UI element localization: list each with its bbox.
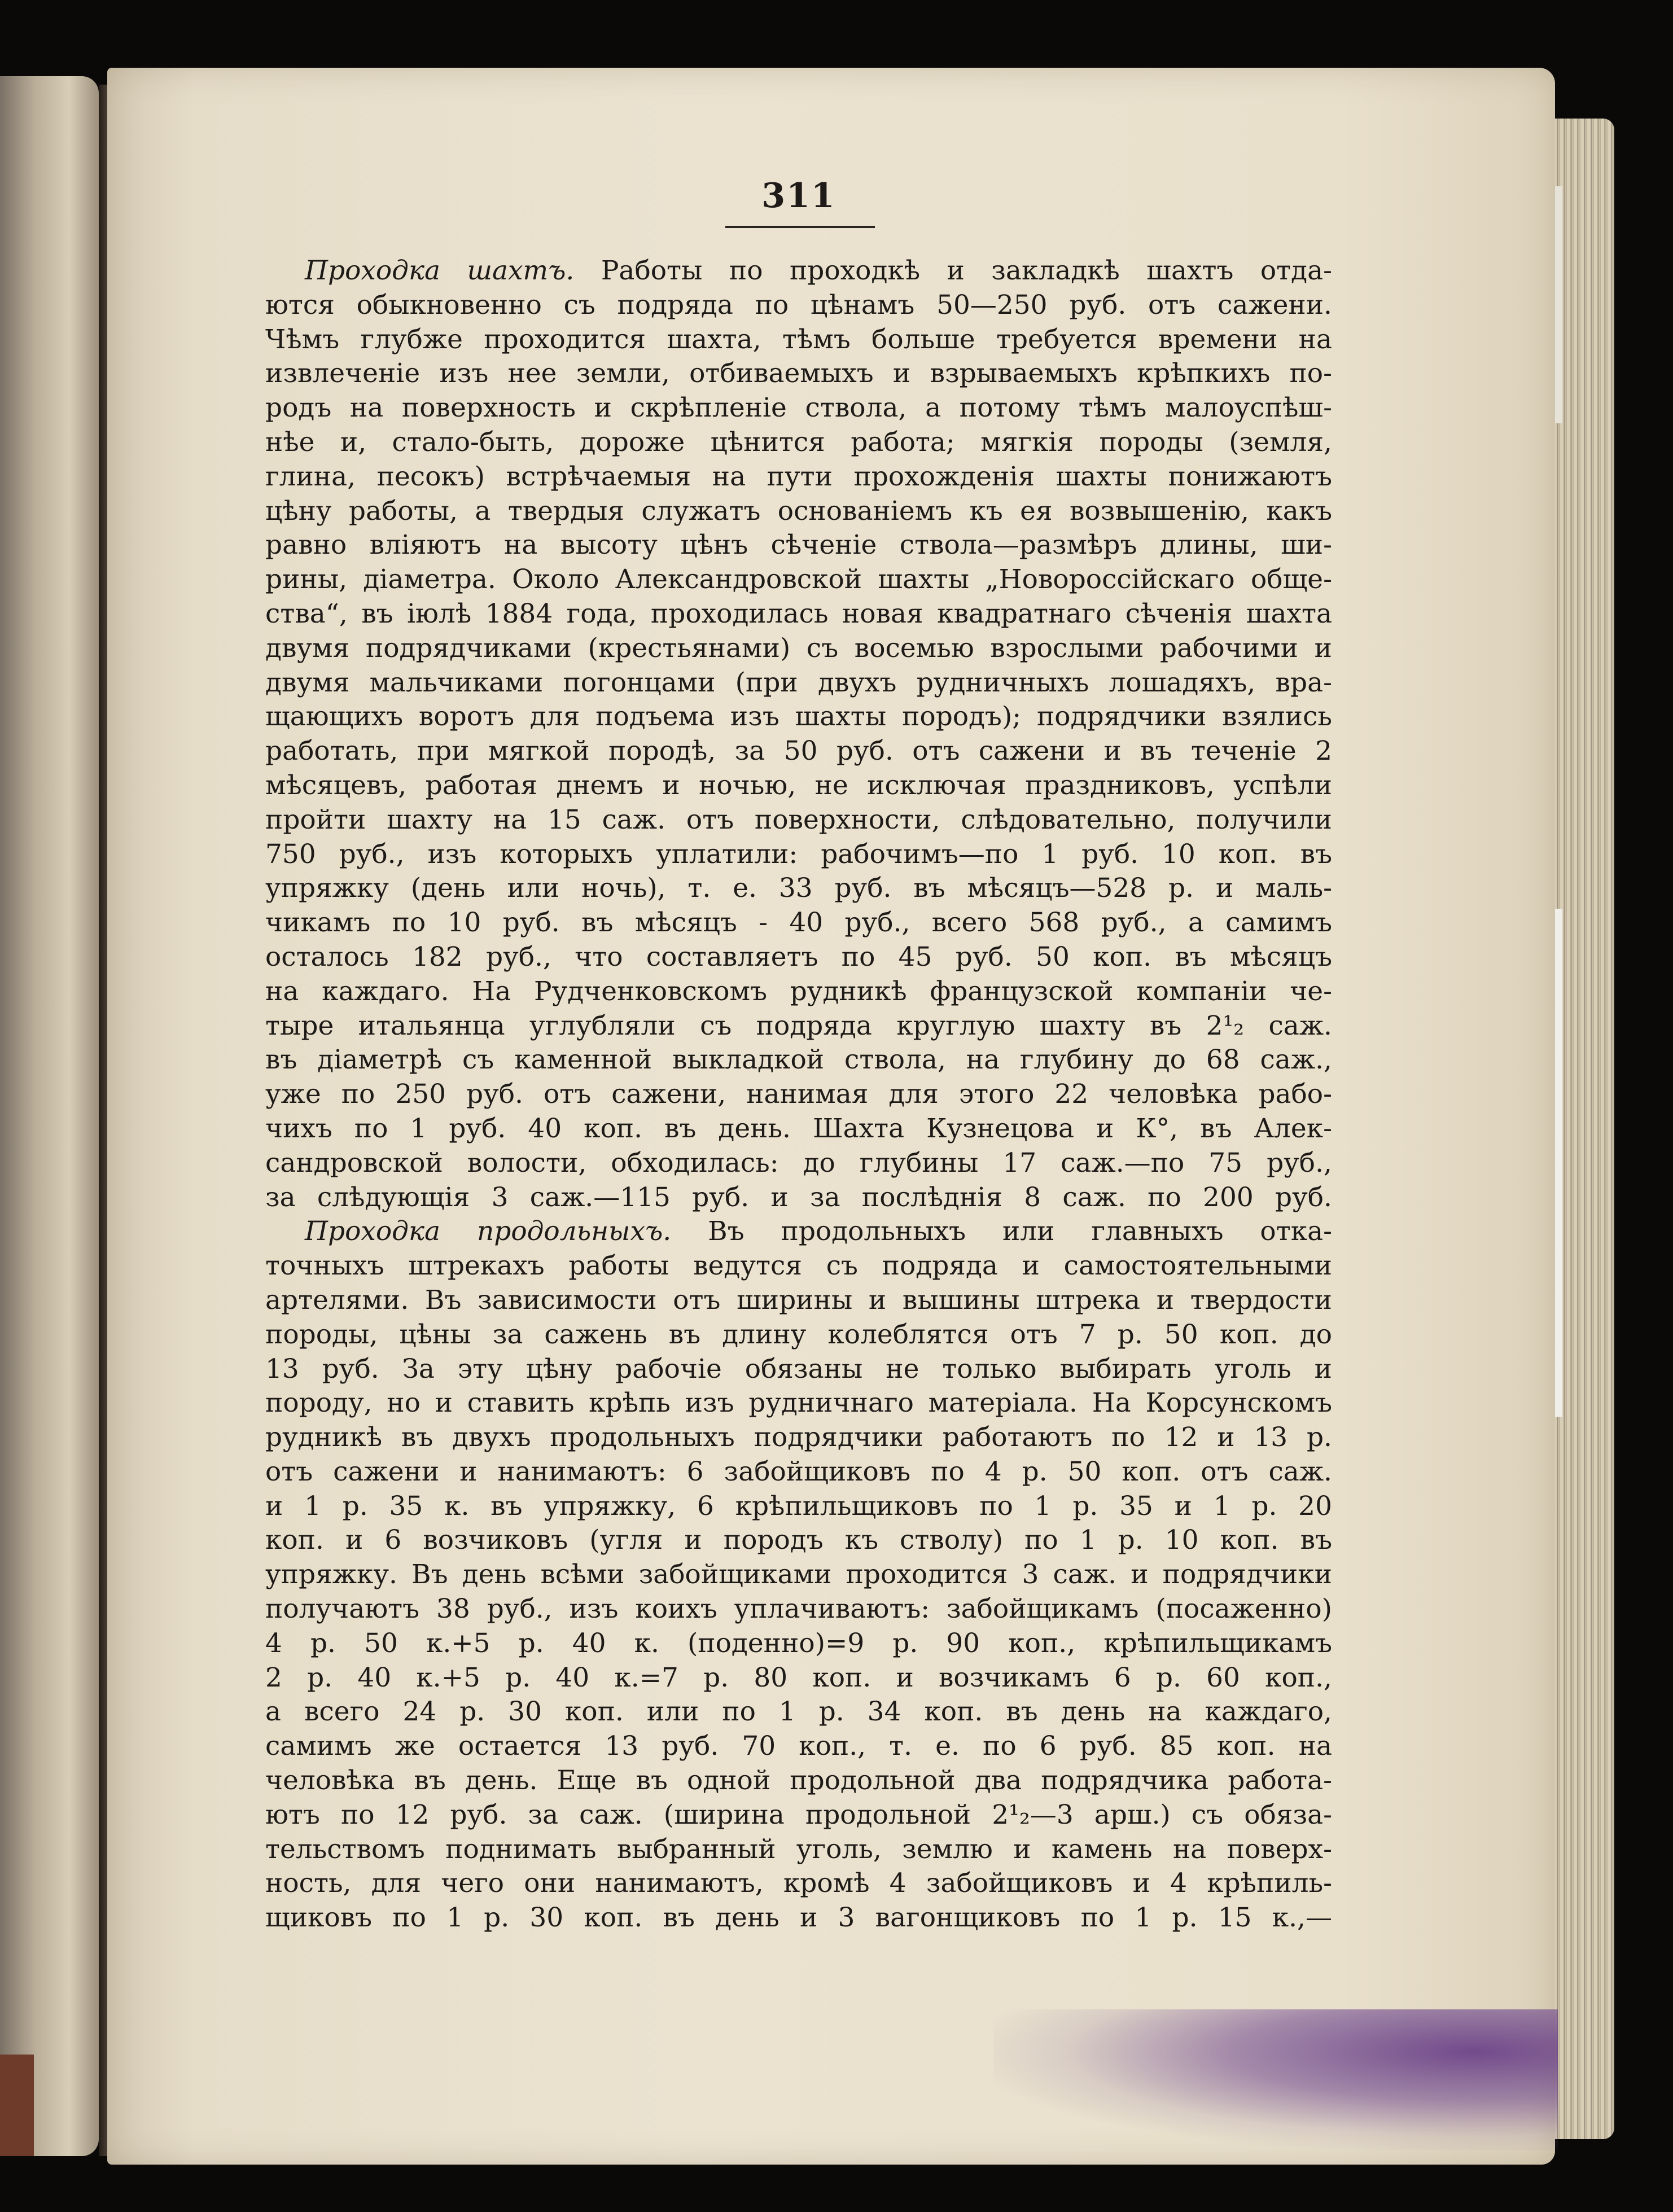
text-line bbox=[265, 1901, 1332, 1935]
text-line bbox=[265, 906, 1332, 940]
line-text: тельствомъ поднимать выбранный уголь, землю и камень на поверх- bbox=[265, 1833, 1332, 1865]
text-line bbox=[265, 700, 1332, 734]
line-text: нѣе и, стало-быть, дороже цѣнится работа; мягкія породы (земля, bbox=[265, 426, 1332, 458]
line-text: щающихъ воротъ для подъема изъ шахты породъ); подрядчики взялись bbox=[265, 701, 1332, 733]
text-line bbox=[265, 838, 1332, 872]
line-text: 2 р. 40 к.+5 р. 40 к.=7 р. 80 коп. и возчикамъ 6 р. 60 коп., bbox=[265, 1662, 1332, 1693]
text-line bbox=[265, 460, 1332, 494]
line-text: и 1 р. 35 к. въ упряжку, 6 крѣпильщиковъ по 1 р. 35 и 1 р. 20 bbox=[265, 1490, 1332, 1522]
line-text: цѣну работы, а твердыя служатъ основаніемъ къ ея возвышенію, какъ bbox=[265, 495, 1332, 527]
text-line bbox=[265, 1318, 1332, 1352]
text-line bbox=[265, 563, 1332, 597]
line-text: тыре итальянца углубляли съ подряда круглую шахту въ 2¹₂ саж. bbox=[265, 1010, 1332, 1041]
line-text: Чѣмъ глубже проходится шахта, тѣмъ больше требуется времени на bbox=[265, 323, 1332, 355]
line-text: получаютъ 38 руб., изъ коихъ уплачиваютъ: забойщикамъ (посаженно) bbox=[265, 1593, 1332, 1625]
line-text: артелями. Въ зависимости отъ ширины и вышины штрека и твердости bbox=[265, 1284, 1332, 1316]
text-line bbox=[265, 1421, 1332, 1455]
line-text: рудникѣ въ двухъ продольныхъ подрядчики работаютъ по 12 и 13 р. bbox=[265, 1422, 1332, 1453]
text-line bbox=[265, 975, 1332, 1009]
text-line bbox=[265, 1112, 1332, 1146]
line-text: породы, цѣны за сажень въ длину колеблятся отъ 7 р. 50 коп. до bbox=[265, 1319, 1332, 1350]
line-text: породу, но и ставить крѣпь изъ рудничнаго матеріала. На Корсунскомъ bbox=[265, 1387, 1332, 1419]
text-line bbox=[265, 323, 1332, 357]
line-text: ются обыкновенно съ подряда по цѣнамъ 50—250 руб. отъ сажени. bbox=[265, 289, 1332, 321]
text-line bbox=[265, 288, 1332, 323]
line-text: равно вліяютъ на высоту цѣнъ сѣченіе ствола—размѣръ длины, ши- bbox=[265, 529, 1332, 561]
line-text: извлеченіе изъ нее земли, отбиваемыхъ и взрываемыхъ крѣпкихъ по- bbox=[265, 358, 1332, 389]
previous-page-edge bbox=[0, 76, 99, 2156]
line-text: уже по 250 руб. отъ сажени, нанимая для этого 22 человѣка рабо- bbox=[265, 1079, 1332, 1110]
line-text: чикамъ по 10 руб. въ мѣсяцъ - 40 руб., всего 568 руб., а самимъ bbox=[265, 907, 1332, 939]
line-text: коп. и 6 возчиковъ (угля и породъ къ стволу) по 1 р. 10 коп. въ bbox=[265, 1525, 1332, 1556]
text-line bbox=[265, 1077, 1332, 1112]
text-line bbox=[265, 1490, 1332, 1524]
line-text: пройти шахту на 15 саж. отъ поверхности, слѣдовательно, получили bbox=[265, 804, 1332, 835]
text-line bbox=[265, 254, 1332, 288]
text-line bbox=[265, 1284, 1332, 1318]
line-text: осталось 182 руб., что составляетъ по 45 руб. 50 коп. въ мѣсяцъ bbox=[265, 941, 1332, 973]
line-text: ютъ по 12 руб. за саж. (ширина продольной 2¹₂—3 арш.) съ обяза- bbox=[265, 1799, 1332, 1830]
line-text: 4 р. 50 к.+5 р. 40 к. (поденно)=9 р. 90 коп., крѣпильщикамъ bbox=[265, 1627, 1332, 1659]
text-line bbox=[265, 1386, 1332, 1421]
line-text: самимъ же остается 13 руб. 70 коп., т. е. по 6 руб. 85 коп. на bbox=[265, 1731, 1332, 1762]
text-line bbox=[265, 1352, 1332, 1387]
text-line bbox=[265, 1867, 1332, 1901]
text-line bbox=[265, 1661, 1332, 1696]
line-text: Работы по проходкѣ и закладкѣ шахтъ отда- bbox=[601, 255, 1332, 286]
page-number: 311 bbox=[761, 176, 836, 216]
line-text: 750 руб., изъ которыхъ уплатили: рабочимъ—по 1 руб. 10 коп. въ bbox=[265, 838, 1332, 870]
text-line bbox=[265, 940, 1332, 975]
line-text: глина, песокъ) встрѣчаемыя на пути прохожденія шахты понижаютъ bbox=[265, 461, 1332, 492]
line-text: ства“, въ іюлѣ 1884 года, проходилась новая квадратнаго сѣченія шахта bbox=[265, 598, 1332, 629]
line-text: упряжку (день или ночь), т. е. 33 руб. въ мѣсяцъ—528 р. и маль- bbox=[265, 873, 1332, 904]
body-text bbox=[265, 254, 1332, 1935]
text-line bbox=[265, 426, 1332, 460]
line-text: упряжку. Въ день всѣми забойщиками проходится 3 саж. и подрядчики bbox=[265, 1559, 1332, 1591]
line-text: мѣсяцевъ, работая днемъ и ночью, не исключая праздниковъ, успѣли bbox=[265, 769, 1332, 801]
line-text: щиковъ по 1 р. 30 коп. въ день и 3 вагонщиковъ по 1 р. 15 к.,— bbox=[265, 1902, 1332, 1934]
line-text: а всего 24 р. 30 коп. или по 1 р. 34 коп. въ день на каждаго, bbox=[265, 1696, 1332, 1728]
line-text: родъ на поверхность и скрѣпленіе ствола, а потому тѣмъ малоуспѣш- bbox=[265, 392, 1332, 424]
text-line bbox=[265, 1249, 1332, 1284]
line-text: двумя мальчиками погонцами (при двухъ рудничныхъ лошадяхъ, вра- bbox=[265, 667, 1332, 698]
line-text: 13 руб. За эту цѣну рабочіе обязаны не только выбирать уголь и bbox=[265, 1353, 1332, 1385]
line-text: за слѣдующія 3 саж.—115 руб. и за послѣднія 8 саж. по 200 руб. bbox=[265, 1181, 1332, 1213]
text-line bbox=[265, 632, 1332, 666]
text-line bbox=[265, 1592, 1332, 1627]
text-line bbox=[265, 1146, 1332, 1181]
line-text: ность, для чего они нанимаютъ, кромѣ 4 забойщиковъ и 4 крѣпиль- bbox=[265, 1868, 1332, 1899]
text-line bbox=[265, 1764, 1332, 1798]
page-stack-edge bbox=[1547, 119, 1614, 2139]
text-line bbox=[265, 1181, 1332, 1215]
text-line bbox=[265, 597, 1332, 632]
cover-edge bbox=[0, 2055, 34, 2156]
page-number-rule bbox=[725, 226, 875, 228]
line-text: въ діаметрѣ съ каменной выкладкой ствола, на глубину до 68 саж., bbox=[265, 1044, 1332, 1076]
text-line bbox=[265, 734, 1332, 769]
line-text: рины, діаметра. Около Александровской шахты „Новороссійскаго обще- bbox=[265, 564, 1332, 595]
line-text: сандровской волости, обходилась: до глубины 17 саж.—по 75 руб., bbox=[265, 1147, 1332, 1179]
line-text: работать, при мягкой породѣ, за 50 руб. отъ сажени и въ теченіе 2 bbox=[265, 735, 1332, 767]
text-line bbox=[265, 1009, 1332, 1044]
text-line bbox=[265, 666, 1332, 700]
paragraph-heading: Проходка шахтъ. bbox=[305, 255, 575, 286]
text-line bbox=[265, 1523, 1332, 1558]
text-line bbox=[265, 769, 1332, 803]
line-text: чихъ по 1 руб. 40 коп. въ день. Шахта Кузнецова и К°, въ Алек- bbox=[265, 1112, 1332, 1144]
paragraph-heading: Проходка продольныхъ. bbox=[305, 1216, 672, 1247]
text-line bbox=[265, 1455, 1332, 1490]
line-text: на каждаго. На Рудченковскомъ рудникѣ французской компаніи че- bbox=[265, 975, 1332, 1007]
text-line bbox=[265, 803, 1332, 838]
text-line bbox=[265, 1833, 1332, 1867]
text-line bbox=[265, 1558, 1332, 1592]
text-line bbox=[265, 1798, 1332, 1833]
text-line bbox=[265, 1215, 1332, 1249]
line-text: двумя подрядчиками (крестьянами) съ восемью взрослыми рабочими и bbox=[265, 632, 1332, 664]
text-line bbox=[265, 871, 1332, 906]
text-line bbox=[265, 494, 1332, 529]
line-text: точныхъ штрекахъ работы ведутся съ подряда и самостоятельными bbox=[265, 1250, 1332, 1282]
text-line bbox=[265, 1043, 1332, 1077]
text-line bbox=[265, 391, 1332, 426]
line-text: отъ сажени и нанимаютъ: 6 забойщиковъ по 4 р. 50 коп. отъ саж. bbox=[265, 1456, 1332, 1487]
text-line bbox=[265, 528, 1332, 563]
line-text: человѣка въ день. Еще въ одной продольной два подрядчика работа- bbox=[265, 1765, 1332, 1797]
text-line bbox=[265, 357, 1332, 391]
line-text: Въ продольныхъ или главныхъ отка- bbox=[708, 1216, 1332, 1247]
text-line bbox=[265, 1627, 1332, 1661]
text-line bbox=[265, 1695, 1332, 1729]
text-line bbox=[265, 1729, 1332, 1764]
